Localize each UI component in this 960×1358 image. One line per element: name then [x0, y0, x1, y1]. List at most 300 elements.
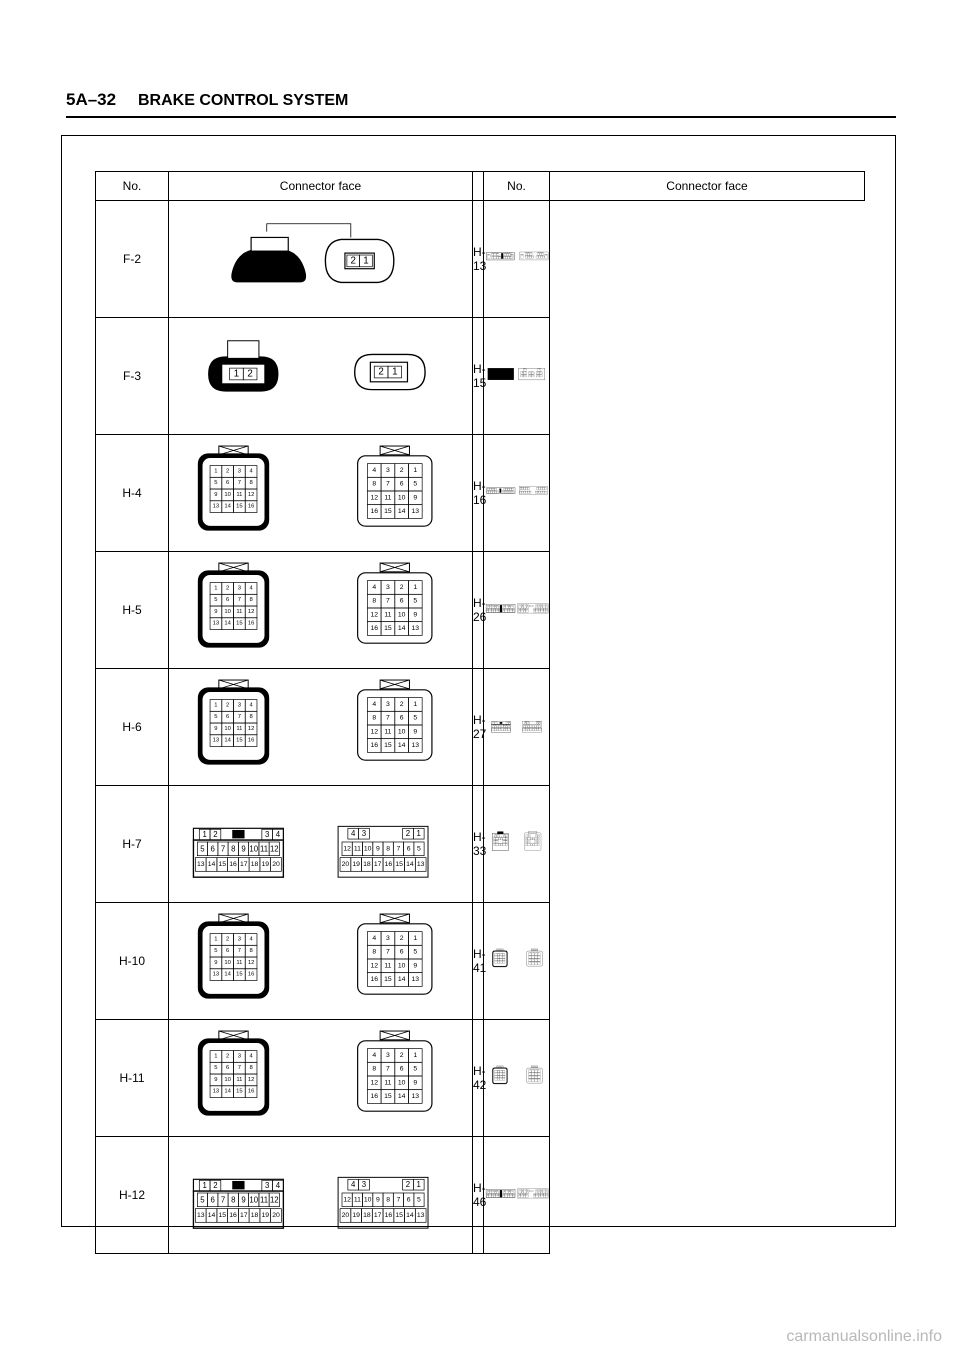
svg-text:9: 9: [496, 256, 498, 258]
svg-text:14: 14: [494, 728, 497, 730]
svg-text:18: 18: [527, 728, 530, 730]
svg-text:10: 10: [397, 728, 406, 736]
svg-text:1: 1: [495, 953, 497, 955]
svg-text:12: 12: [343, 845, 351, 853]
svg-text:20: 20: [523, 728, 525, 730]
svg-text:2: 2: [543, 1190, 545, 1193]
svg-text:18: 18: [523, 1194, 526, 1197]
svg-text:2: 2: [490, 1190, 492, 1193]
svg-text:18: 18: [250, 860, 259, 868]
connector-h11-illustration: [169, 1020, 472, 1131]
svg-text:9: 9: [490, 374, 492, 377]
svg-text:12: 12: [503, 1075, 505, 1077]
svg-text:14: 14: [397, 625, 406, 633]
connector-number: H-42: [473, 1020, 484, 1137]
svg-text:12: 12: [543, 609, 546, 612]
svg-text:9: 9: [509, 488, 511, 490]
svg-text:9: 9: [241, 844, 246, 854]
svg-text:14: 14: [508, 374, 511, 377]
svg-text:9: 9: [522, 487, 524, 489]
svg-text:18: 18: [507, 609, 510, 612]
svg-text:11: 11: [353, 1196, 361, 1204]
svg-text:10: 10: [536, 374, 539, 377]
svg-text:5: 5: [495, 1073, 497, 1075]
svg-text:15: 15: [236, 503, 243, 510]
svg-text:6: 6: [501, 371, 503, 374]
svg-text:12: 12: [489, 491, 491, 493]
svg-text:12: 12: [247, 608, 255, 615]
connector-h4-illustration: [169, 435, 472, 546]
svg-text:13: 13: [541, 609, 543, 612]
svg-text:7: 7: [497, 725, 499, 728]
svg-text:13: 13: [196, 1211, 205, 1219]
svg-text:15: 15: [488, 255, 490, 257]
svg-text:4: 4: [529, 953, 531, 955]
svg-text:2: 2: [535, 953, 537, 955]
svg-text:11: 11: [487, 491, 489, 493]
svg-text:2: 2: [399, 934, 404, 942]
svg-text:12: 12: [370, 962, 379, 970]
svg-text:20: 20: [272, 1211, 280, 1219]
svg-text:11: 11: [500, 1075, 502, 1077]
svg-text:1: 1: [413, 466, 418, 474]
svg-text:5: 5: [417, 845, 421, 853]
svg-text:19: 19: [509, 609, 512, 612]
svg-text:9: 9: [214, 608, 218, 615]
svg-text:19: 19: [528, 844, 530, 846]
svg-text:8: 8: [372, 597, 377, 605]
svg-text:10: 10: [224, 725, 231, 732]
svg-text:15: 15: [384, 976, 392, 984]
svg-text:19: 19: [506, 491, 508, 493]
svg-text:15: 15: [536, 1194, 539, 1197]
svg-text:1: 1: [214, 702, 218, 709]
connector-h6-illustration: [169, 669, 472, 780]
svg-text:10: 10: [224, 491, 231, 498]
svg-text:13: 13: [528, 841, 530, 843]
svg-text:6: 6: [496, 838, 498, 840]
svg-text:10: 10: [224, 608, 231, 615]
svg-text:13: 13: [508, 256, 510, 258]
svg-text:22: 22: [512, 491, 514, 493]
svg-text:13: 13: [527, 256, 530, 258]
svg-text:11: 11: [384, 962, 392, 970]
svg-text:4: 4: [526, 835, 528, 837]
svg-text:5: 5: [214, 714, 218, 721]
svg-text:21: 21: [521, 491, 524, 493]
svg-text:7: 7: [386, 597, 390, 605]
svg-text:12: 12: [370, 728, 379, 736]
svg-text:14: 14: [497, 1078, 500, 1080]
svg-text:9: 9: [241, 1195, 246, 1205]
svg-text:1: 1: [538, 953, 540, 955]
svg-text:1: 1: [233, 368, 240, 380]
svg-text:6: 6: [535, 1073, 537, 1075]
svg-text:7: 7: [237, 714, 242, 721]
svg-text:14: 14: [224, 1088, 231, 1095]
svg-text:8: 8: [508, 371, 510, 374]
svg-text:14: 14: [207, 1211, 216, 1219]
svg-text:16: 16: [370, 976, 379, 984]
svg-text:4: 4: [494, 605, 496, 608]
svg-text:15: 15: [395, 860, 403, 868]
connector-h5-illustration: [169, 552, 472, 663]
svg-text:1: 1: [413, 1051, 418, 1059]
svg-text:13: 13: [541, 491, 543, 493]
svg-text:8: 8: [249, 1065, 253, 1072]
svg-text:2: 2: [213, 1181, 218, 1191]
svg-text:9: 9: [495, 958, 497, 960]
svg-text:16: 16: [247, 971, 255, 978]
svg-text:1: 1: [493, 722, 495, 725]
svg-text:15: 15: [384, 508, 392, 516]
svg-text:5: 5: [492, 725, 494, 728]
svg-text:13: 13: [411, 742, 420, 750]
svg-text:12: 12: [529, 1076, 531, 1078]
svg-text:14: 14: [397, 976, 406, 984]
svg-text:8: 8: [249, 714, 253, 721]
svg-text:17: 17: [373, 860, 382, 868]
page-title: BRAKE CONTROL SYSTEM: [138, 92, 349, 109]
svg-text:15: 15: [218, 860, 227, 868]
svg-text:13: 13: [505, 374, 508, 377]
svg-text:20: 20: [272, 860, 280, 868]
svg-text:3: 3: [532, 1070, 534, 1072]
svg-text:14: 14: [521, 374, 524, 377]
svg-text:8: 8: [494, 256, 496, 258]
svg-text:1: 1: [413, 934, 418, 942]
svg-text:4: 4: [493, 488, 495, 490]
svg-text:1: 1: [214, 936, 218, 943]
svg-text:10: 10: [397, 494, 406, 502]
svg-text:14: 14: [406, 860, 414, 868]
svg-text:19: 19: [509, 1194, 512, 1197]
svg-text:7: 7: [499, 838, 500, 840]
svg-text:6: 6: [226, 714, 230, 721]
svg-text:7: 7: [532, 1073, 534, 1075]
svg-text:11: 11: [384, 494, 392, 502]
svg-text:2: 2: [495, 722, 497, 725]
svg-text:9: 9: [519, 1190, 521, 1193]
svg-text:6: 6: [399, 714, 404, 722]
svg-text:15: 15: [498, 1194, 501, 1197]
svg-text:15: 15: [537, 491, 539, 493]
connector-h7-illustration: [169, 786, 472, 897]
svg-text:1: 1: [488, 1190, 489, 1193]
svg-text:13: 13: [492, 728, 494, 730]
svg-text:11: 11: [537, 841, 539, 843]
svg-text:8: 8: [386, 845, 391, 853]
svg-text:3: 3: [265, 1181, 270, 1191]
svg-text:13: 13: [411, 508, 420, 516]
svg-text:10: 10: [249, 1195, 259, 1205]
svg-text:6: 6: [210, 1195, 215, 1205]
svg-text:11: 11: [353, 845, 361, 853]
svg-text:8: 8: [521, 371, 523, 374]
svg-text:7: 7: [237, 480, 242, 487]
svg-text:5: 5: [417, 1196, 421, 1204]
connector-h10-illustration: [169, 903, 472, 1014]
svg-text:2: 2: [543, 605, 545, 608]
svg-text:10: 10: [224, 1076, 231, 1083]
svg-text:14: 14: [224, 971, 231, 978]
svg-text:6: 6: [226, 948, 230, 955]
svg-text:10: 10: [497, 1075, 500, 1077]
svg-text:3: 3: [490, 371, 492, 374]
svg-text:16: 16: [529, 1079, 531, 1081]
svg-text:3: 3: [506, 722, 508, 725]
svg-text:17: 17: [530, 728, 532, 730]
svg-text:2: 2: [378, 366, 384, 378]
connector-h33-illustration: [484, 786, 549, 897]
svg-text:6: 6: [226, 597, 230, 604]
svg-text:1: 1: [413, 583, 418, 591]
svg-text:14: 14: [397, 742, 406, 750]
svg-text:8: 8: [501, 838, 503, 840]
svg-text:8: 8: [231, 1195, 236, 1205]
svg-text:21: 21: [510, 491, 512, 493]
svg-text:7: 7: [524, 605, 526, 608]
svg-text:2: 2: [536, 835, 537, 837]
svg-text:5: 5: [413, 714, 418, 722]
svg-text:16: 16: [229, 860, 237, 868]
svg-text:1: 1: [538, 1070, 540, 1072]
page-header: [66, 90, 896, 118]
svg-text:7: 7: [220, 1195, 226, 1205]
col-face-header: Connector face: [169, 172, 473, 201]
svg-text:10: 10: [397, 1079, 406, 1087]
svg-text:16: 16: [384, 860, 393, 868]
svg-text:6: 6: [406, 845, 411, 853]
svg-text:9: 9: [538, 959, 540, 961]
svg-text:15: 15: [532, 1079, 534, 1081]
svg-text:6: 6: [535, 956, 537, 958]
svg-text:4: 4: [503, 953, 505, 955]
svg-text:4: 4: [509, 722, 510, 725]
svg-text:12: 12: [370, 1079, 379, 1087]
svg-text:2: 2: [399, 583, 404, 591]
svg-text:5: 5: [494, 838, 496, 840]
svg-text:6: 6: [210, 844, 215, 854]
svg-text:3: 3: [386, 466, 390, 474]
svg-text:13: 13: [411, 1093, 420, 1101]
svg-text:16: 16: [502, 1194, 505, 1197]
svg-text:5: 5: [200, 844, 205, 854]
svg-text:1: 1: [363, 255, 369, 267]
svg-text:16: 16: [511, 255, 513, 257]
svg-text:9: 9: [503, 838, 505, 840]
svg-text:19: 19: [525, 491, 527, 493]
connector-face-cell: [484, 669, 550, 786]
svg-text:12: 12: [370, 494, 379, 502]
connector-number: H-11: [96, 1020, 169, 1137]
svg-text:19: 19: [521, 1194, 524, 1197]
svg-text:2: 2: [213, 830, 218, 840]
svg-text:1: 1: [488, 605, 489, 608]
connector-number: H-26: [473, 552, 484, 669]
svg-text:16: 16: [247, 620, 255, 627]
svg-text:1: 1: [202, 1181, 207, 1191]
svg-text:13: 13: [212, 737, 220, 744]
connector-face-cell: [484, 318, 550, 435]
svg-text:2: 2: [399, 1051, 404, 1059]
svg-text:20: 20: [526, 844, 528, 846]
svg-text:8: 8: [522, 605, 524, 608]
svg-text:16: 16: [496, 491, 498, 493]
svg-text:10: 10: [511, 488, 513, 490]
svg-text:1: 1: [416, 829, 421, 839]
svg-text:4: 4: [351, 1180, 356, 1190]
svg-text:3: 3: [491, 488, 493, 490]
svg-text:17: 17: [533, 844, 535, 846]
svg-text:2: 2: [498, 1070, 500, 1072]
svg-text:10: 10: [505, 838, 508, 840]
table-row: [96, 1137, 865, 1254]
svg-text:11: 11: [532, 1076, 534, 1078]
svg-text:5: 5: [538, 1073, 540, 1075]
svg-text:6: 6: [399, 597, 404, 605]
svg-text:10: 10: [535, 1076, 537, 1078]
svg-text:1: 1: [542, 253, 543, 255]
svg-text:11: 11: [384, 1079, 392, 1087]
svg-text:18: 18: [250, 1211, 259, 1219]
svg-text:16: 16: [384, 1211, 393, 1219]
svg-text:5: 5: [539, 725, 541, 727]
svg-text:6: 6: [504, 1190, 506, 1193]
svg-text:8: 8: [529, 956, 531, 958]
svg-text:12: 12: [269, 1195, 279, 1205]
svg-text:9: 9: [528, 838, 530, 840]
svg-text:9: 9: [511, 1190, 513, 1193]
svg-text:15: 15: [236, 1088, 243, 1095]
svg-text:6: 6: [525, 253, 527, 255]
svg-text:12: 12: [247, 1076, 255, 1083]
svg-text:10: 10: [486, 609, 489, 612]
svg-text:9: 9: [214, 725, 218, 732]
svg-text:6: 6: [399, 1065, 404, 1073]
connector-face-cell: [484, 903, 550, 1020]
svg-text:12: 12: [528, 374, 531, 377]
svg-text:3: 3: [237, 1053, 242, 1060]
svg-text:1: 1: [257, 265, 263, 277]
svg-text:1: 1: [214, 585, 218, 592]
svg-text:15: 15: [545, 255, 548, 257]
svg-text:9: 9: [214, 491, 218, 498]
svg-text:11: 11: [236, 959, 243, 966]
svg-text:5: 5: [537, 838, 539, 840]
svg-text:1: 1: [545, 1190, 547, 1193]
svg-text:1: 1: [545, 487, 546, 489]
svg-text:7: 7: [386, 714, 390, 722]
svg-text:1: 1: [495, 1070, 497, 1072]
svg-text:9: 9: [214, 1076, 218, 1083]
svg-text:12: 12: [529, 959, 531, 961]
svg-text:12: 12: [505, 256, 508, 258]
svg-text:3: 3: [527, 721, 529, 724]
svg-text:3: 3: [386, 700, 390, 708]
svg-text:13: 13: [495, 1078, 497, 1080]
svg-text:8: 8: [249, 480, 253, 487]
svg-text:8: 8: [231, 844, 236, 854]
svg-text:12: 12: [543, 491, 545, 493]
svg-text:4: 4: [249, 702, 253, 709]
svg-text:5: 5: [214, 1065, 218, 1072]
svg-text:7: 7: [524, 1190, 526, 1193]
svg-text:5: 5: [413, 948, 418, 956]
svg-text:9: 9: [511, 605, 513, 608]
svg-text:22: 22: [520, 491, 522, 493]
connector-h13-illustration: [484, 201, 549, 312]
svg-text:3: 3: [386, 1051, 390, 1059]
svg-text:15: 15: [494, 491, 497, 493]
header-rule: [66, 116, 896, 118]
svg-text:14: 14: [535, 962, 537, 964]
connector-face-cell: [169, 786, 473, 903]
svg-text:18: 18: [507, 1194, 510, 1197]
svg-text:5: 5: [537, 487, 539, 489]
svg-text:4: 4: [538, 1190, 540, 1193]
connector-f2-illustration: [169, 201, 472, 312]
svg-text:3: 3: [361, 1180, 367, 1190]
svg-text:13: 13: [212, 971, 220, 978]
svg-text:5: 5: [214, 480, 218, 487]
svg-text:14: 14: [492, 491, 495, 493]
svg-text:15: 15: [498, 609, 501, 612]
svg-text:18: 18: [530, 844, 532, 846]
svg-text:6: 6: [498, 956, 500, 958]
svg-text:10: 10: [363, 845, 372, 853]
svg-text:2: 2: [536, 721, 538, 724]
svg-text:12: 12: [491, 609, 494, 612]
svg-text:2: 2: [226, 585, 230, 592]
svg-text:2: 2: [226, 936, 230, 943]
svg-text:13: 13: [493, 1194, 496, 1197]
svg-text:3: 3: [532, 953, 534, 955]
svg-text:2: 2: [226, 468, 230, 475]
svg-text:7: 7: [396, 1196, 401, 1204]
svg-text:15: 15: [537, 844, 539, 846]
svg-text:4: 4: [538, 605, 540, 608]
svg-text:11: 11: [500, 958, 502, 960]
svg-text:2: 2: [543, 487, 544, 489]
connector-face-cell: [484, 1137, 550, 1254]
svg-text:8: 8: [372, 480, 377, 488]
col-no-header: No.: [96, 172, 169, 201]
svg-text:3: 3: [504, 834, 506, 837]
connector-number: H-41: [473, 903, 484, 1020]
svg-text:18: 18: [527, 491, 529, 493]
svg-text:4: 4: [372, 934, 377, 942]
svg-text:11: 11: [260, 1195, 269, 1205]
svg-text:4: 4: [351, 829, 356, 839]
svg-text:9: 9: [538, 256, 540, 258]
svg-text:10: 10: [503, 725, 506, 728]
svg-text:5: 5: [536, 605, 538, 608]
svg-text:16: 16: [521, 255, 523, 257]
svg-text:17: 17: [239, 860, 248, 868]
svg-text:13: 13: [212, 620, 220, 627]
svg-text:7: 7: [237, 597, 242, 604]
watermark: carmanualsonline.info: [786, 1328, 942, 1345]
svg-text:13: 13: [411, 976, 420, 984]
svg-text:5: 5: [498, 371, 500, 374]
svg-text:8: 8: [372, 1065, 377, 1073]
page-number: 5A–32: [66, 90, 117, 109]
svg-text:9: 9: [540, 374, 542, 377]
svg-text:6: 6: [498, 1073, 500, 1075]
svg-text:15: 15: [236, 620, 243, 627]
svg-text:3: 3: [500, 953, 502, 955]
